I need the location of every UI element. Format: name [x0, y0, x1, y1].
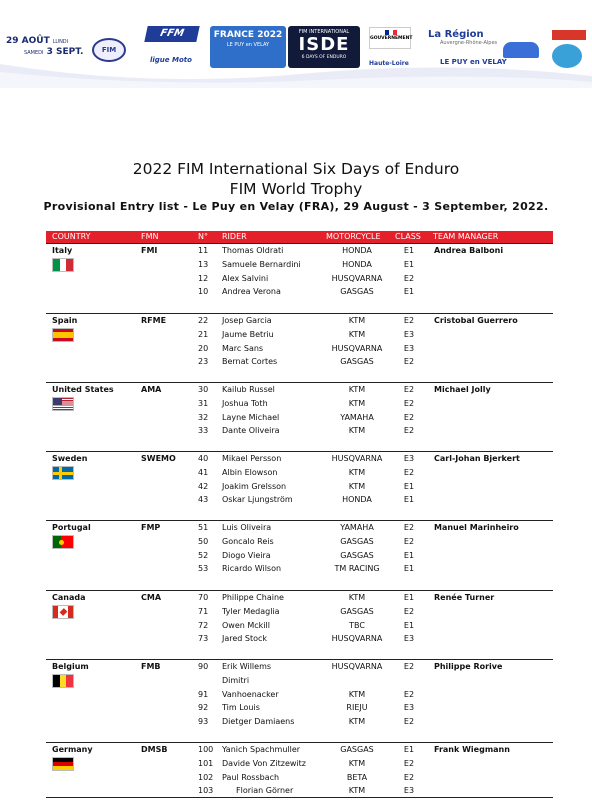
rider-number: 51: [198, 523, 209, 532]
germany-flag-icon: [52, 757, 74, 771]
rider-motorcycle-text: KTM: [348, 759, 366, 768]
usa-flag-icon: [52, 397, 74, 411]
rider-name: Yanich Spachmuller: [222, 745, 301, 754]
rider-motorcycle-text: GASGAS: [340, 745, 374, 754]
rider-class-text: E2: [403, 399, 415, 408]
rider-name: Erik Willems: [222, 662, 272, 671]
rider-name: Dante Oliveira: [222, 426, 280, 435]
group-divider: [46, 313, 553, 314]
rider-motorcycle-text: GASGAS: [340, 357, 374, 366]
rider-class-text: E2: [403, 357, 415, 366]
rider-motorcycle-text: HUSQVARNA: [331, 634, 383, 643]
team-manager: Philippe Rorive: [434, 662, 503, 671]
belgium-flag-icon: [52, 674, 74, 688]
document-subtitle: FIM World Trophy: [229, 180, 363, 198]
fim-logo: FIM: [92, 38, 126, 62]
rider-name: Goncalo Reis: [222, 537, 274, 546]
rider-number: 42: [198, 482, 209, 491]
rider-number: 71: [198, 607, 209, 616]
isde-logo: [288, 26, 360, 68]
rider-motorcycle-text: KTM: [348, 717, 366, 726]
rider-number: 102: [198, 773, 214, 782]
rider-motorcycle-text: BETA: [346, 773, 368, 782]
spain-flag-icon: [52, 328, 74, 342]
rider-name: Luis Oliveira: [222, 523, 272, 532]
rider-motorcycle-text: GASGAS: [340, 537, 374, 546]
rider-name: Dimitri: [222, 676, 250, 685]
region-sub: Auvergne-Rhône-Alpes: [440, 40, 498, 46]
fmn-code: FMI: [141, 246, 158, 255]
rider-class-text: E2: [403, 607, 415, 616]
rider-number: 90: [198, 662, 209, 671]
rider-motorcycle-text: KTM: [348, 786, 366, 795]
rider-name: Tyler Medaglia: [222, 607, 280, 616]
header-country: COUNTRY: [52, 232, 91, 241]
france-2022-text: FRANCE 2022: [213, 30, 283, 40]
document-title: 2022 FIM International Six Days of Enduro: [132, 160, 460, 178]
header-team-manager: TEAM MANAGER: [433, 232, 499, 241]
team-manager: Renée Turner: [434, 593, 495, 602]
canada-flag-icon: [52, 605, 74, 619]
rider-name: Tim Louis: [222, 703, 260, 712]
rider-number: 23: [198, 357, 209, 366]
rider-name: Mikael Persson: [222, 454, 282, 463]
team-manager: Andrea Balboni: [434, 246, 504, 255]
rider-name: Florian Görner: [236, 786, 294, 795]
rider-motorcycle-text: HONDA: [342, 246, 372, 255]
rider-number: 10: [198, 287, 209, 296]
rider-class-text: E1: [403, 260, 415, 269]
rider-class-text: E2: [403, 773, 415, 782]
rider-motorcycle-text: GASGAS: [340, 607, 374, 616]
rider-class-text: E2: [403, 468, 415, 477]
country-name: Sweden: [52, 454, 88, 463]
rider-class-text: E2: [403, 274, 415, 283]
rider-class-text: E3: [403, 330, 415, 339]
rider-motorcycle-text: RIEJU: [346, 703, 368, 712]
header-motorcycle: MOTORCYCLE: [326, 232, 381, 241]
country-name: Belgium: [52, 662, 89, 671]
rider-class-text: E2: [403, 690, 415, 699]
isde-top-text: FIM INTERNATIONAL: [298, 29, 350, 35]
rider-number: 92: [198, 703, 209, 712]
rider-motorcycle-text: HUSQVARNA: [331, 344, 383, 353]
rider-class-text: E3: [403, 703, 415, 712]
rider-motorcycle-text: YAMAHA: [340, 413, 374, 422]
group-divider: [46, 742, 553, 743]
group-divider: [46, 451, 553, 452]
rider-name: Joshua Toth: [222, 399, 268, 408]
rider-name: Davide Von Zitzewitz: [222, 759, 306, 768]
rider-motorcycle-text: KTM: [348, 468, 366, 477]
rider-number: 53: [198, 564, 209, 573]
le-puy-logo: LE PUY en VELAY: [440, 58, 507, 66]
rider-name: Vanhoenacker: [222, 690, 279, 699]
rider-class-text: E1: [403, 246, 415, 255]
rider-motorcycle-text: KTM: [348, 593, 366, 602]
header-fmn: FMN: [141, 232, 159, 241]
rider-number: 101: [198, 759, 214, 768]
date-end: 3 SEPT.: [46, 47, 84, 57]
rider-motorcycle-text: KTM: [348, 316, 366, 325]
country-name: Canada: [52, 593, 86, 602]
rider-name: Dietger Damiaens: [222, 717, 295, 726]
rider-number: 32: [198, 413, 209, 422]
rider-number: 22: [198, 316, 209, 325]
team-manager: Frank Wiegmann: [434, 745, 510, 754]
ligue-moto-logo: ligue Moto: [150, 56, 192, 64]
rider-number: 11: [198, 246, 209, 255]
rider-name: Alex Salvini: [222, 274, 269, 283]
rider-motorcycle-text: YAMAHA: [340, 523, 374, 532]
portugal-flag-icon: [52, 535, 74, 549]
rider-number: 12: [198, 274, 209, 283]
isde-sub-text: 6 DAYS OF ENDURO: [301, 55, 347, 60]
italy-flag-icon: [52, 258, 74, 272]
rider-number: 40: [198, 454, 209, 463]
rider-class-text: E2: [403, 413, 415, 422]
group-divider: [46, 659, 553, 660]
rider-name: Diogo Vieira: [222, 551, 271, 560]
rider-name: Albin Elowson: [222, 468, 278, 477]
group-divider: [46, 382, 553, 383]
header-rider: RIDER: [222, 232, 247, 241]
rider-motorcycle-text: HONDA: [342, 495, 372, 504]
rider-motorcycle-text: KTM: [348, 426, 366, 435]
rider-class-text: E2: [403, 316, 415, 325]
group-divider: [46, 590, 553, 591]
rider-number: 21: [198, 330, 209, 339]
fmn-code: SWEMO: [141, 454, 176, 463]
france-2022-logo: [210, 26, 286, 68]
table-header: [46, 231, 553, 243]
country-name: United States: [52, 385, 114, 394]
fmn-code: FMP: [141, 523, 161, 532]
isde-main-text: ISDE: [298, 34, 350, 55]
rider-class-text: E2: [403, 385, 415, 394]
header-banner: [0, 0, 592, 88]
rider-class-text: E2: [403, 662, 415, 671]
fmn-code: FMB: [141, 662, 161, 671]
rider-class-text: E2: [403, 537, 415, 546]
rider-class-text: E1: [403, 495, 415, 504]
rider-name: Joakim Grelsson: [222, 482, 287, 491]
rider-class-text: E1: [403, 551, 415, 560]
rider-motorcycle-text: GASGAS: [340, 287, 374, 296]
rider-name: Layne Michael: [222, 413, 280, 422]
rider-name: Paul Rossbach: [222, 773, 280, 782]
rider-motorcycle-text: TM RACING: [334, 564, 380, 573]
document-description: Provisional Entry list - Le Puy en Velay (FRA), 29 August - 3 September, 2022.: [43, 200, 549, 213]
rider-name: Philippe Chaine: [222, 593, 284, 602]
date-start-day: LUNDI: [52, 39, 69, 45]
france-2022-sub: LE PUY en VELAY: [226, 42, 270, 48]
rider-number: 43: [198, 495, 209, 504]
date-end-day: SAMEDI: [24, 50, 44, 56]
rider-class-text: E3: [403, 786, 415, 795]
fmn-code: DMSB: [141, 745, 168, 754]
rider-class-text: E1: [403, 564, 415, 573]
team-manager: Manuel Marinheiro: [434, 523, 519, 532]
rider-class-text: E2: [403, 426, 415, 435]
rider-name: Samuele Bernardini: [222, 260, 301, 269]
rider-class-text: E1: [403, 482, 415, 491]
rider-number: 91: [198, 690, 209, 699]
date-start: 29 AOÛT: [6, 36, 50, 46]
region-name: La Région: [428, 29, 484, 40]
rider-name: Oskar Ljungström: [222, 495, 293, 504]
rider-class-text: E3: [403, 634, 415, 643]
rider-number: 73: [198, 634, 209, 643]
rider-motorcycle-text: KTM: [348, 385, 366, 394]
rider-class-text: E1: [403, 287, 415, 296]
rider-class-text: E2: [403, 523, 415, 532]
team-manager: Michael Jolly: [434, 385, 491, 394]
country-name: Portugal: [52, 523, 91, 532]
rider-number: 70: [198, 593, 209, 602]
rider-class-text: E1: [403, 593, 415, 602]
rider-class-text: E1: [403, 745, 415, 754]
rider-name: Josep Garcia: [222, 316, 272, 325]
rider-number: 20: [198, 344, 209, 353]
rider-class-text: E2: [403, 759, 415, 768]
rider-number: 30: [198, 385, 209, 394]
fmn-code: CMA: [141, 593, 162, 602]
country-name: Italy: [52, 246, 73, 255]
rider-name: Andrea Verona: [222, 287, 281, 296]
rider-number: 93: [198, 717, 209, 726]
fmn-code: AMA: [141, 385, 162, 394]
rider-class-text: E3: [403, 344, 415, 353]
rider-number: 13: [198, 260, 209, 269]
rider-motorcycle-text: HONDA: [342, 260, 372, 269]
country-name: Spain: [52, 316, 78, 325]
rider-name: Thomas Oldrati: [222, 246, 284, 255]
group-divider: [46, 243, 553, 244]
team-manager: Carl-Johan Bjerkert: [434, 454, 520, 463]
rider-number: 50: [198, 537, 209, 546]
rider-number: 41: [198, 468, 209, 477]
sweden-flag-icon: [52, 466, 74, 480]
rider-name: Marc Sans: [222, 344, 264, 353]
rider-motorcycle-text: KTM: [348, 690, 366, 699]
rider-number: 52: [198, 551, 209, 560]
rider-name: Jaume Betriu: [222, 330, 274, 339]
rider-name: Owen Mckill: [222, 621, 270, 630]
rider-motorcycle-text: KTM: [348, 330, 366, 339]
header-class: CLASS: [395, 232, 421, 241]
sponsor-round-logo: [552, 44, 582, 68]
gouvernement-logo: GOUVERNEMENT: [369, 27, 411, 49]
rider-motorcycle-text: KTM: [348, 399, 366, 408]
rider-class-text: E1: [403, 621, 415, 630]
rider-name: Ricardo Wilson: [222, 564, 282, 573]
rider-name: Jared Stock: [222, 634, 268, 643]
rider-number: 103: [198, 786, 214, 795]
rider-class-text: E3: [403, 454, 415, 463]
rider-name: Kailub Russel: [222, 385, 275, 394]
country-name: Germany: [52, 745, 93, 754]
fmn-code: RFME: [141, 316, 167, 325]
rider-motorcycle-text: HUSQVARNA: [331, 274, 383, 283]
event-dates: [6, 36, 83, 58]
rider-motorcycle-text: KTM: [348, 482, 366, 491]
rider-name: Bernat Cortes: [222, 357, 278, 366]
rider-motorcycle-text: HUSQVARNA: [331, 454, 383, 463]
rider-motorcycle-text: HUSQVARNA: [331, 662, 383, 671]
rider-number: 100: [198, 745, 214, 754]
region-logo: [428, 29, 497, 46]
rider-number: 72: [198, 621, 209, 630]
rider-number: 31: [198, 399, 209, 408]
rider-class-text: E2: [403, 717, 415, 726]
group-divider: [46, 520, 553, 521]
rider-motorcycle-text: TBC: [349, 621, 365, 630]
team-manager: Cristobal Guerrero: [434, 316, 518, 325]
sponsor-banner-logo: [552, 30, 586, 40]
sponsor-badge-logo: [503, 42, 539, 58]
header-number: N°: [198, 232, 208, 241]
haute-loire-logo: Haute-Loire: [369, 60, 409, 67]
rider-number: 33: [198, 426, 209, 435]
rider-motorcycle-text: GASGAS: [340, 551, 374, 560]
table-bottom-border: [46, 797, 553, 798]
ffm-logo: FFM: [144, 26, 199, 42]
